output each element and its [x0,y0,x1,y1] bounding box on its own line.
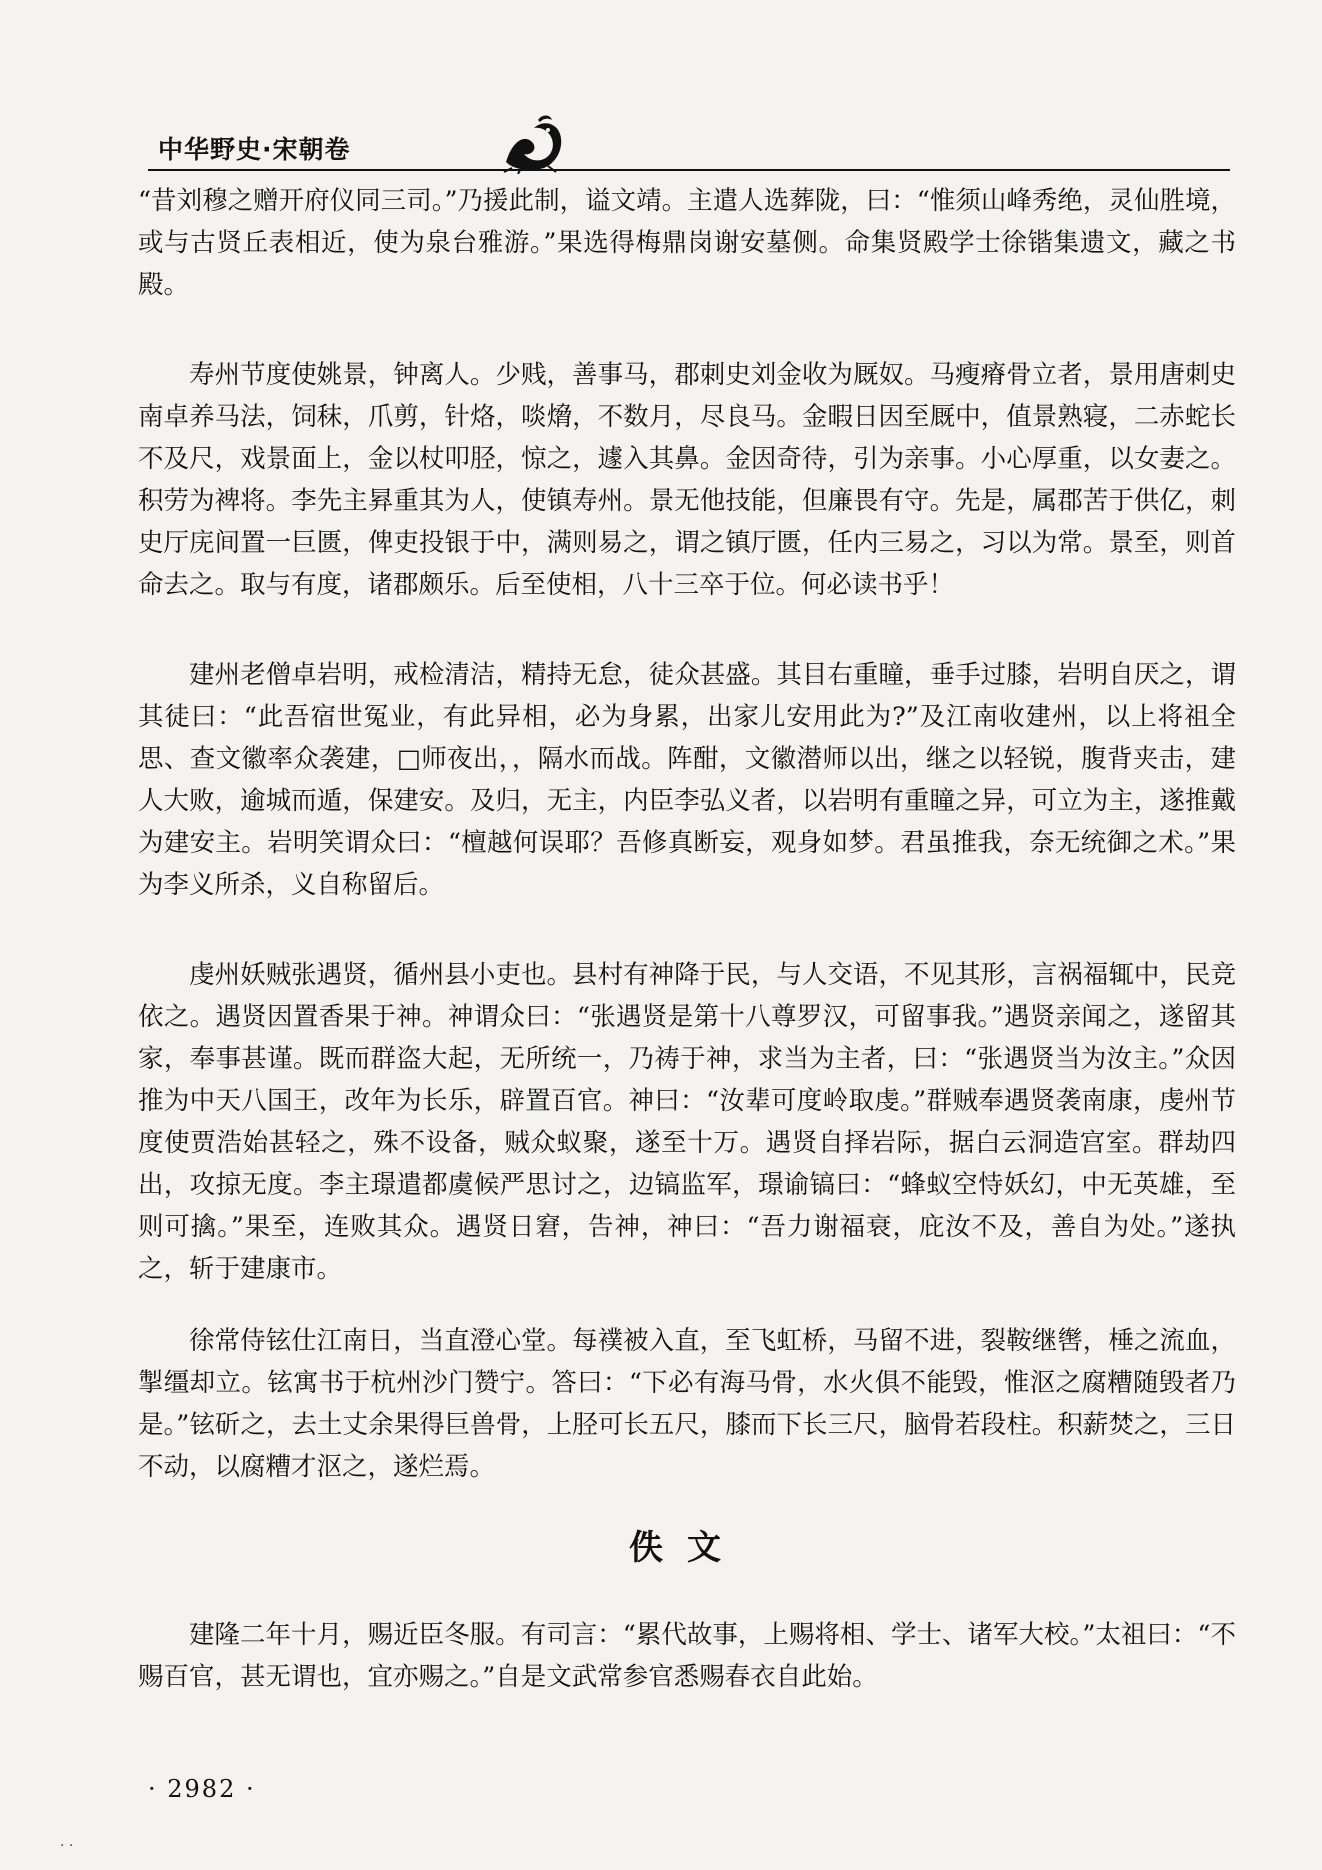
dragon-emblem-icon [498,112,568,174]
running-head: 中华野史·宋朝卷 [158,135,351,164]
section-title: 佚文 [629,1528,745,1568]
paragraph-4: 虔州妖贼张遇贤，循州县小吏也。县村有神降于民，与人交语，不见其形，言祸福辄中，民竞依之。遇贤因置香果于神。神谓众曰：“张遇贤是第十八尊罗汉，可留事我。”遇贤亲闻之，遂留其家，奉事甚谨。既而群盗大起，无所统一，乃祷于神，求当为主者，曰：“张遇贤当为汝主。”众因推为中天八国王，改年为长乐，辟置百官。神曰：“汝辈可度岭取虔。”群贼奉遇贤袭南康，虔州节度使贾浩始甚轻之，殊不设备，贼众蚁聚，遂至十万。遇贤自择岩际，据白云洞造宫室。群劫四出，攻掠无度。李主璟遣都虞候严思讨之，边镐监军，璟谕镐曰：“蜂蚁空恃妖幻，中无英雄，至则可擒。”果至，连败其众。遇贤日窘，告神，神曰：“吾力谢福衰，庇汝不及，善自为处。”遂执之，斩于建康市。 [138,960,1236,1284]
scan-specks: · · [60,1838,74,1854]
paragraph-2: 寿州节度使姚景，钟离人。少贱，善事马，郡刺史刘金收为厩奴。马瘦瘠骨立者，景用唐刺史南卓养马法，饲秣，爪剪，针烙，啖熁，不数月，尽良马。金暇日因至厩中，值景熟寝，二赤蛇长不及尺，戏景面上，金以杖叩胫，惊之，遽入其鼻。金因奇待，引为亲事。小心厚重，以女妻之。积劳为裨将。李先主昪重其为人，使镇寿州。景无他技能，但廉畏有守。先是，属郡苦于供亿，刺史厅庑间置一巨匮，俾吏投银于中，满则易之，谓之镇厅匮，任内三易之，习以为常。景至，则首命去之。取与有度，诸郡颇乐。后至使相，八十三卒于位。何必读书乎！ [138,360,1236,600]
yiwen-paragraph: 建隆二年十月，赐近臣冬服。有司言：“累代故事，上赐将相、学士、诸军大校。”太祖曰：“不赐百官，甚无谓也，宜亦赐之。”自是文武常参官悉赐春衣自此始。 [138,1620,1236,1692]
paragraph-1: “昔刘穆之赠开府仪同三司。”乃援此制，谥文靖。主遣人选葬陇，曰：“惟须山峰秀绝，灵仙胜境，或与古贤丘表相近，使为泉台雅游。”果选得梅鼎岗谢安墓侧。命集贤殿学士徐锴集遗文，藏之书殿。 [138,186,1236,300]
page-number: · 2982 · [148,1775,256,1803]
paragraph-5: 徐常侍铉仕江南日，当直澄心堂。每襆被入直，至飞虹桥，马留不进，裂鞍继辔，棰之流血，掣缰却立。铉寓书于杭州沙门赞宁。答曰：“下必有海马骨，水火俱不能毁，惟沤之腐糟随毁者乃是。”铉斫之，去土丈余果得巨兽骨，上胫可长五尺，膝而下长三尺，脑骨若段柱。积薪焚之，三日不动，以腐糟才沤之，遂烂焉。 [138,1326,1236,1482]
header-rule [148,169,1230,171]
paragraph-3: 建州老僧卓岩明，戒检清洁，精持无怠，徒众甚盛。其目右重瞳，垂手过膝，岩明自厌之，谓其徒曰：“此吾宿世冤业，有此异相，必为身累，出家儿安用此为?”及江南收建州，以上将祖全思、查文徽率众袭建，□师夜出，，隔水而战。阵酣，文徽潜师以出，继之以轻锐，腹背夹击，建人大败，逾城而遁，保建安。及归，无主，内臣李弘义者，以岩明有重瞳之异，可立为主，遂推戴为建安主。岩明笑谓众曰：“檀越何误耶？吾修真断妄，观身如梦。君虽推我，奈无统御之术。”果为李义所杀，义自称留后。 [138,660,1236,900]
page-header [148,112,1230,164]
body-text [138,180,1236,1698]
